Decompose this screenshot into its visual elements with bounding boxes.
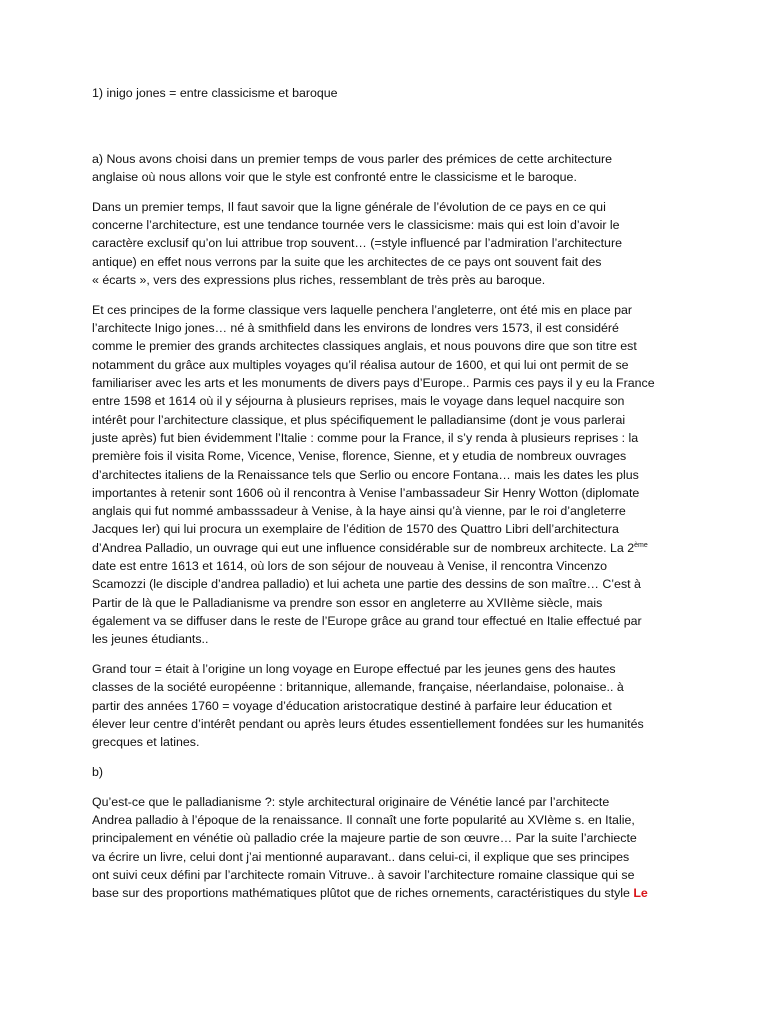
text-line: Andrea palladio à l’époque de la renaissance. Il connaît une forte popularité au XVIème s. en Italie, bbox=[92, 813, 635, 828]
text-line: principalement en vénétie où palladio crée la majeure partie de son œuvre… Par la suite l’archiecte bbox=[92, 831, 637, 846]
red-highlight-text: Le bbox=[633, 886, 648, 901]
text-line: notamment du grâce aux multiples voyages qu’il réalisa autour de 1600, et qui lui ont permit de se bbox=[92, 357, 629, 372]
text-line: familiariser avec les arts et les monuments de divers pays d’Europe.. Parmis ces pays il y eu la France bbox=[92, 376, 655, 391]
text-line: Grand tour = était à l’origine un long voyage en Europe effectué par les jeunes gens des hautes bbox=[92, 662, 616, 677]
text-line: partir des années 1760 = voyage d’éducation aristocratique destiné à parfaire leur éducation et bbox=[92, 698, 612, 713]
text-fragment: d’Andrea Palladio, un ouvrage qui eut une influence considérable sur de nombreux architecte. La 2 bbox=[92, 540, 635, 555]
text-line: importantes à retenir sont 1606 où il rencontra à Venise l’ambassadeur Sir Henry Wotton (diplomate bbox=[92, 485, 640, 500]
text-line: ont suivi ceux défini par l’architecte romain Vitruve.. à savoir l’architecture romaine classique qui se bbox=[92, 867, 635, 882]
text-line: entre 1598 et 1614 où il y séjourna à plusieurs reprises, mais le voyage dans lequel nacquire son bbox=[92, 394, 625, 409]
text-line: Scamozzi (le disciple d’andrea palladio) et lui acheta une partie des dessins de son maître… C’est à bbox=[92, 577, 641, 592]
text-line: anglais qui fut nommé ambasssadeur à Venise, à la haye ainsi qu’à vienne, par le roi d’angleterre bbox=[92, 504, 626, 519]
text-line: b) bbox=[92, 765, 104, 779]
text-line: concerne l’architecture, est une tendance tournée vers le classicisme: mais qui est loin d’avoir le bbox=[92, 218, 620, 233]
text-line: intérêt pour l’architecture classique, et plus spécifiquement le palladiansime (dont je vous parlerai bbox=[92, 412, 626, 427]
text-line: « écarts », vers des expressions plus riches, ressemblant de très près au baroque. bbox=[92, 273, 546, 288]
paragraph-inigo-jones bbox=[92, 301, 684, 649]
text-line: grecques et latines. bbox=[92, 735, 200, 750]
text-line: date est entre 1613 et 1614, où lors de son séjour de nouveau à Venise, il rencontra Vincenzo bbox=[92, 559, 608, 574]
text-line: comme le premier des grands architectes classiques anglais, et nous pouvons dire que son titre est bbox=[92, 339, 637, 354]
text-line: classes de la société européenne : britannique, allemande, française, néerlandaise, polonaise.. à bbox=[92, 680, 624, 695]
text-fragment: base sur des proportions mathématiques plûtot que de riches ornements, caractéristiques du style bbox=[92, 886, 634, 901]
text-line-with-superscript bbox=[92, 539, 684, 557]
text-line: Qu’est-ce que le palladianisme ?: style architectural originaire de Vénétie lancé par l’architecte bbox=[92, 794, 610, 809]
paragraph-a bbox=[92, 150, 684, 187]
paragraph-palladianism bbox=[92, 793, 684, 903]
text-line: les jeunes étudiants.. bbox=[92, 632, 209, 647]
section-heading bbox=[92, 84, 684, 102]
spacer bbox=[92, 114, 684, 150]
text-line: l’architecte Inigo jones… né à smithfield dans les environs de londres vers 1573, il est considéré bbox=[92, 321, 619, 336]
heading-text: 1) inigo jones = entre classicisme et baroque bbox=[92, 86, 338, 100]
text-line: antique) en effet nous verrons par la suite que les architectes de ce pays ont souvent fait des bbox=[92, 254, 602, 269]
text-line: Et ces principes de la forme classique vers laquelle penchera l’angleterre, ont été mis en place par bbox=[92, 302, 632, 317]
paragraph-b-label bbox=[92, 763, 684, 781]
document-page bbox=[92, 84, 684, 914]
superscript-text: ème bbox=[634, 541, 648, 549]
text-line: d’architectes italiens de la Renaissance tels que Serlio ou encore Fontana… mais les dates les plus bbox=[92, 467, 639, 482]
text-line: a) Nous avons choisi dans un premier temps de vous parler des prémices de cette architecture bbox=[92, 151, 612, 166]
text-line: anglaise où nous allons voir que le style est confronté entre le classicisme et le baroque. bbox=[92, 170, 577, 185]
paragraph-grand-tour bbox=[92, 660, 684, 751]
text-line: Jacques Ier) qui lui procura un exemplaire de l’édition de 1570 des Quattro Libri dell’architectura bbox=[92, 522, 619, 537]
text-line: Partir de là que le Palladianisme va prendre son essor en angleterre au XVIIème siècle, mais bbox=[92, 595, 603, 610]
text-line: caractère exclusif qu’on lui attribue trop souvent… (=style influencé par l’admiration l’architecture bbox=[92, 236, 622, 251]
text-line: également va se diffuser dans le reste de l’Europe grâce au grand tour effectué en Italie effectué par bbox=[92, 613, 642, 628]
text-line: Dans un premier temps, Il faut savoir que la ligne générale de l’évolution de ce pays en ce qui bbox=[92, 199, 606, 214]
text-line: juste après) fut bien évidemment l’Italie : comme pour la France, il s’y renda à plusieurs reprises : la bbox=[92, 430, 639, 445]
text-line-with-red-word bbox=[92, 884, 684, 902]
paragraph-classicism bbox=[92, 198, 684, 289]
text-line: première fois il visita Rome, Vicence, Venise, florence, Sienne, et y etudia de nombreux ouvrages bbox=[92, 449, 627, 464]
text-line: va écrire un livre, celui dont j’ai mentionné auparavant.. dans celui-ci, il explique que ses principes bbox=[92, 849, 630, 864]
text-line: élever leur centre d’intérêt pendant ou après leurs études essentiellement fondées sur les humanités bbox=[92, 716, 644, 731]
